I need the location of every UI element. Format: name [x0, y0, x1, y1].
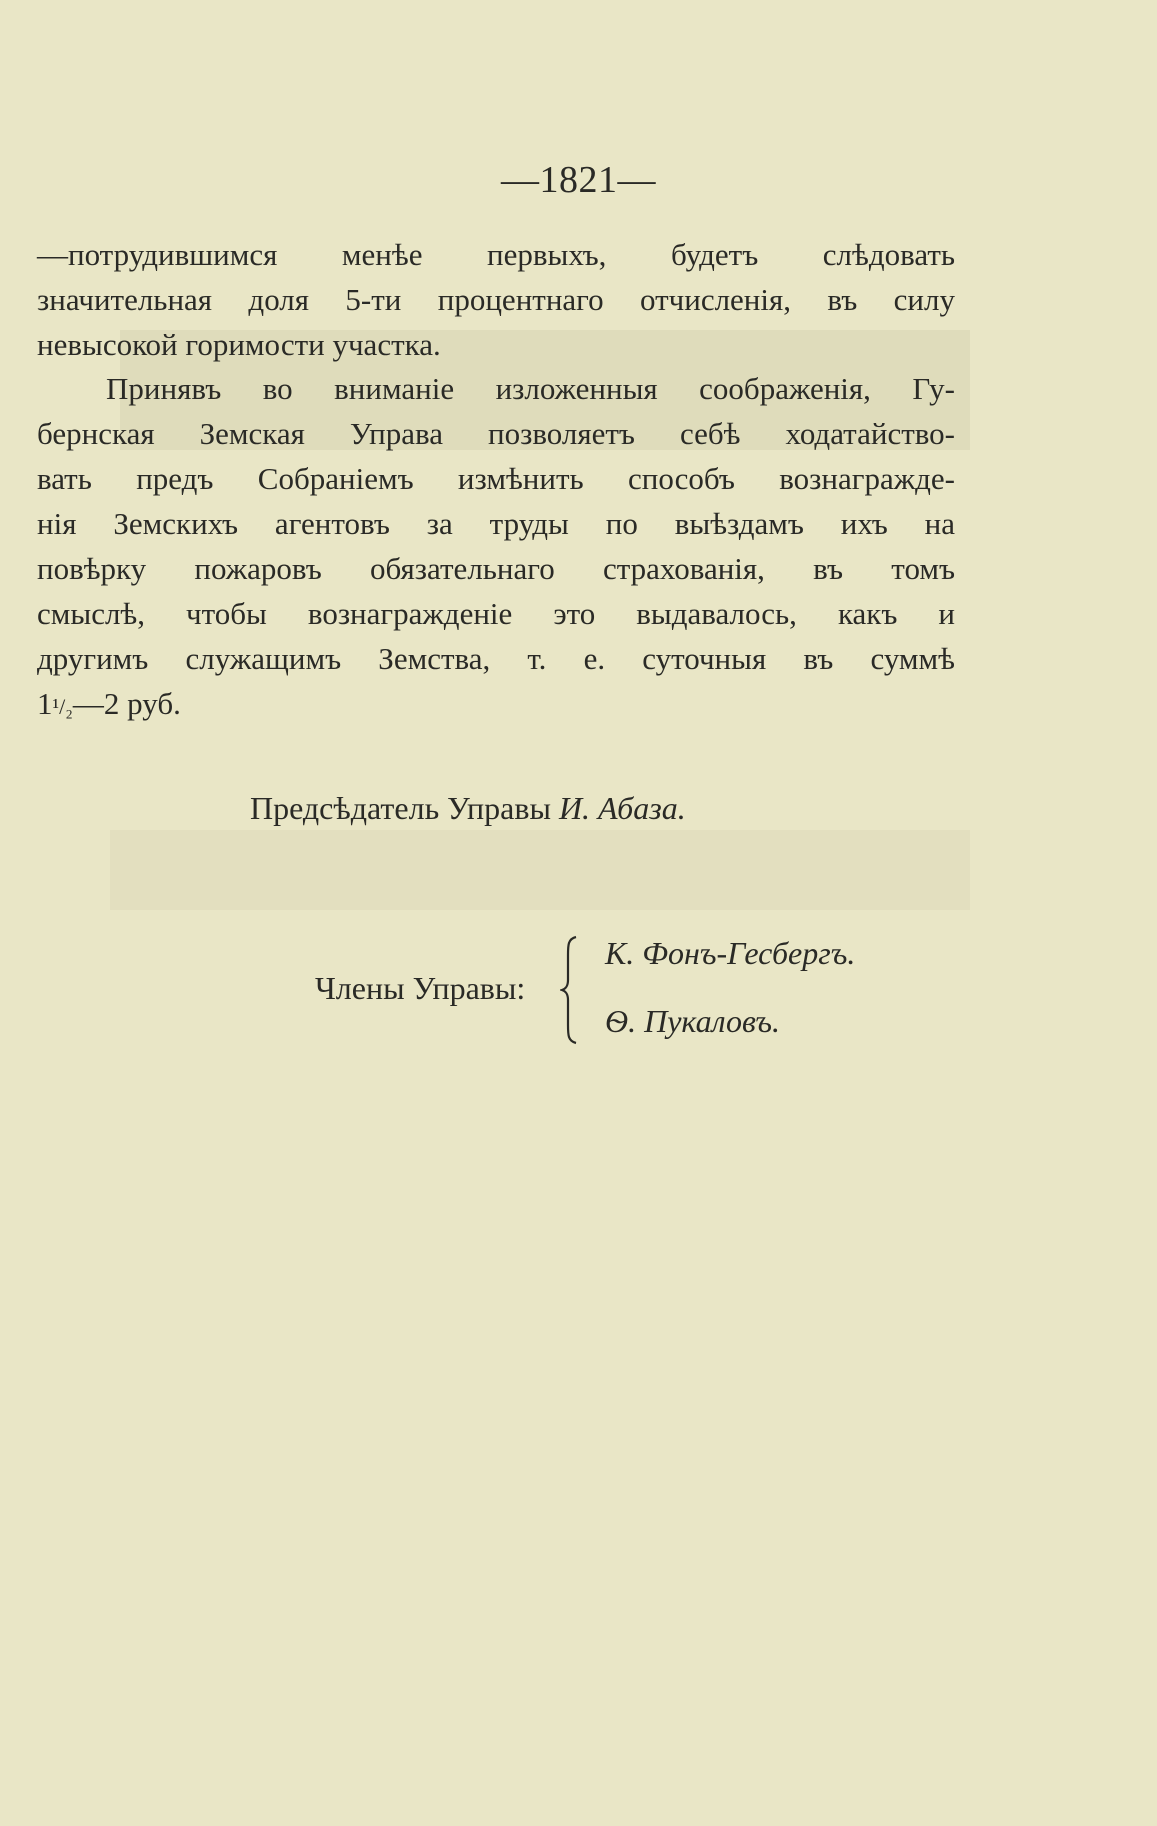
chairman-signature — [250, 790, 686, 827]
members-signature-block — [315, 935, 935, 1045]
members-label: Члены Управы: — [315, 970, 526, 1006]
amount-whole: 1 — [37, 686, 53, 721]
bleed-through-shadow — [110, 830, 970, 910]
text-line: вать предъ Собраніемъ измѣнить способъ вознагражде- — [37, 461, 955, 496]
text-line: нія Земскихъ агентовъ за труды по выѣздамъ ихъ на — [37, 506, 955, 541]
text-line: Принявъ во вниманіе изложенныя соображенія, Гу- — [106, 371, 955, 406]
amount-fraction: ¹/₂ — [52, 694, 73, 719]
text-line: повѣрку пожаровъ обязательнаго страхованія, въ томъ — [37, 551, 955, 586]
amount-rest: —2 руб. — [72, 686, 181, 721]
paragraph-2 — [37, 366, 955, 726]
text-line-amount — [37, 681, 955, 726]
member-name: К. Фонъ-Гесбергъ. — [605, 935, 856, 971]
member-name: Ѳ. Пукаловъ. — [605, 1003, 781, 1039]
paragraph-1 — [37, 232, 955, 367]
text-line: —потрудившимся менѣе первыхъ, будетъ слѣдовать — [37, 237, 955, 272]
chairman-name: И. Абаза. — [558, 790, 686, 826]
text-line: невысокой горимости участка. — [37, 327, 441, 362]
curly-brace-icon — [560, 935, 582, 1045]
page-number: —1821— — [501, 159, 656, 201]
chairman-title: Предсѣдатель Управы — [250, 790, 551, 826]
text-line: смыслѣ, чтобы вознагражденіе это выдавалось, какъ и — [37, 596, 955, 631]
text-line: бернская Земская Управа позволяетъ себѣ ходатайство- — [37, 416, 955, 451]
text-line: значительная доля 5-ти процентнаго отчисленія, въ силу — [37, 282, 955, 317]
text-line: другимъ служащимъ Земства, т. е. суточныя въ суммѣ — [37, 641, 955, 676]
